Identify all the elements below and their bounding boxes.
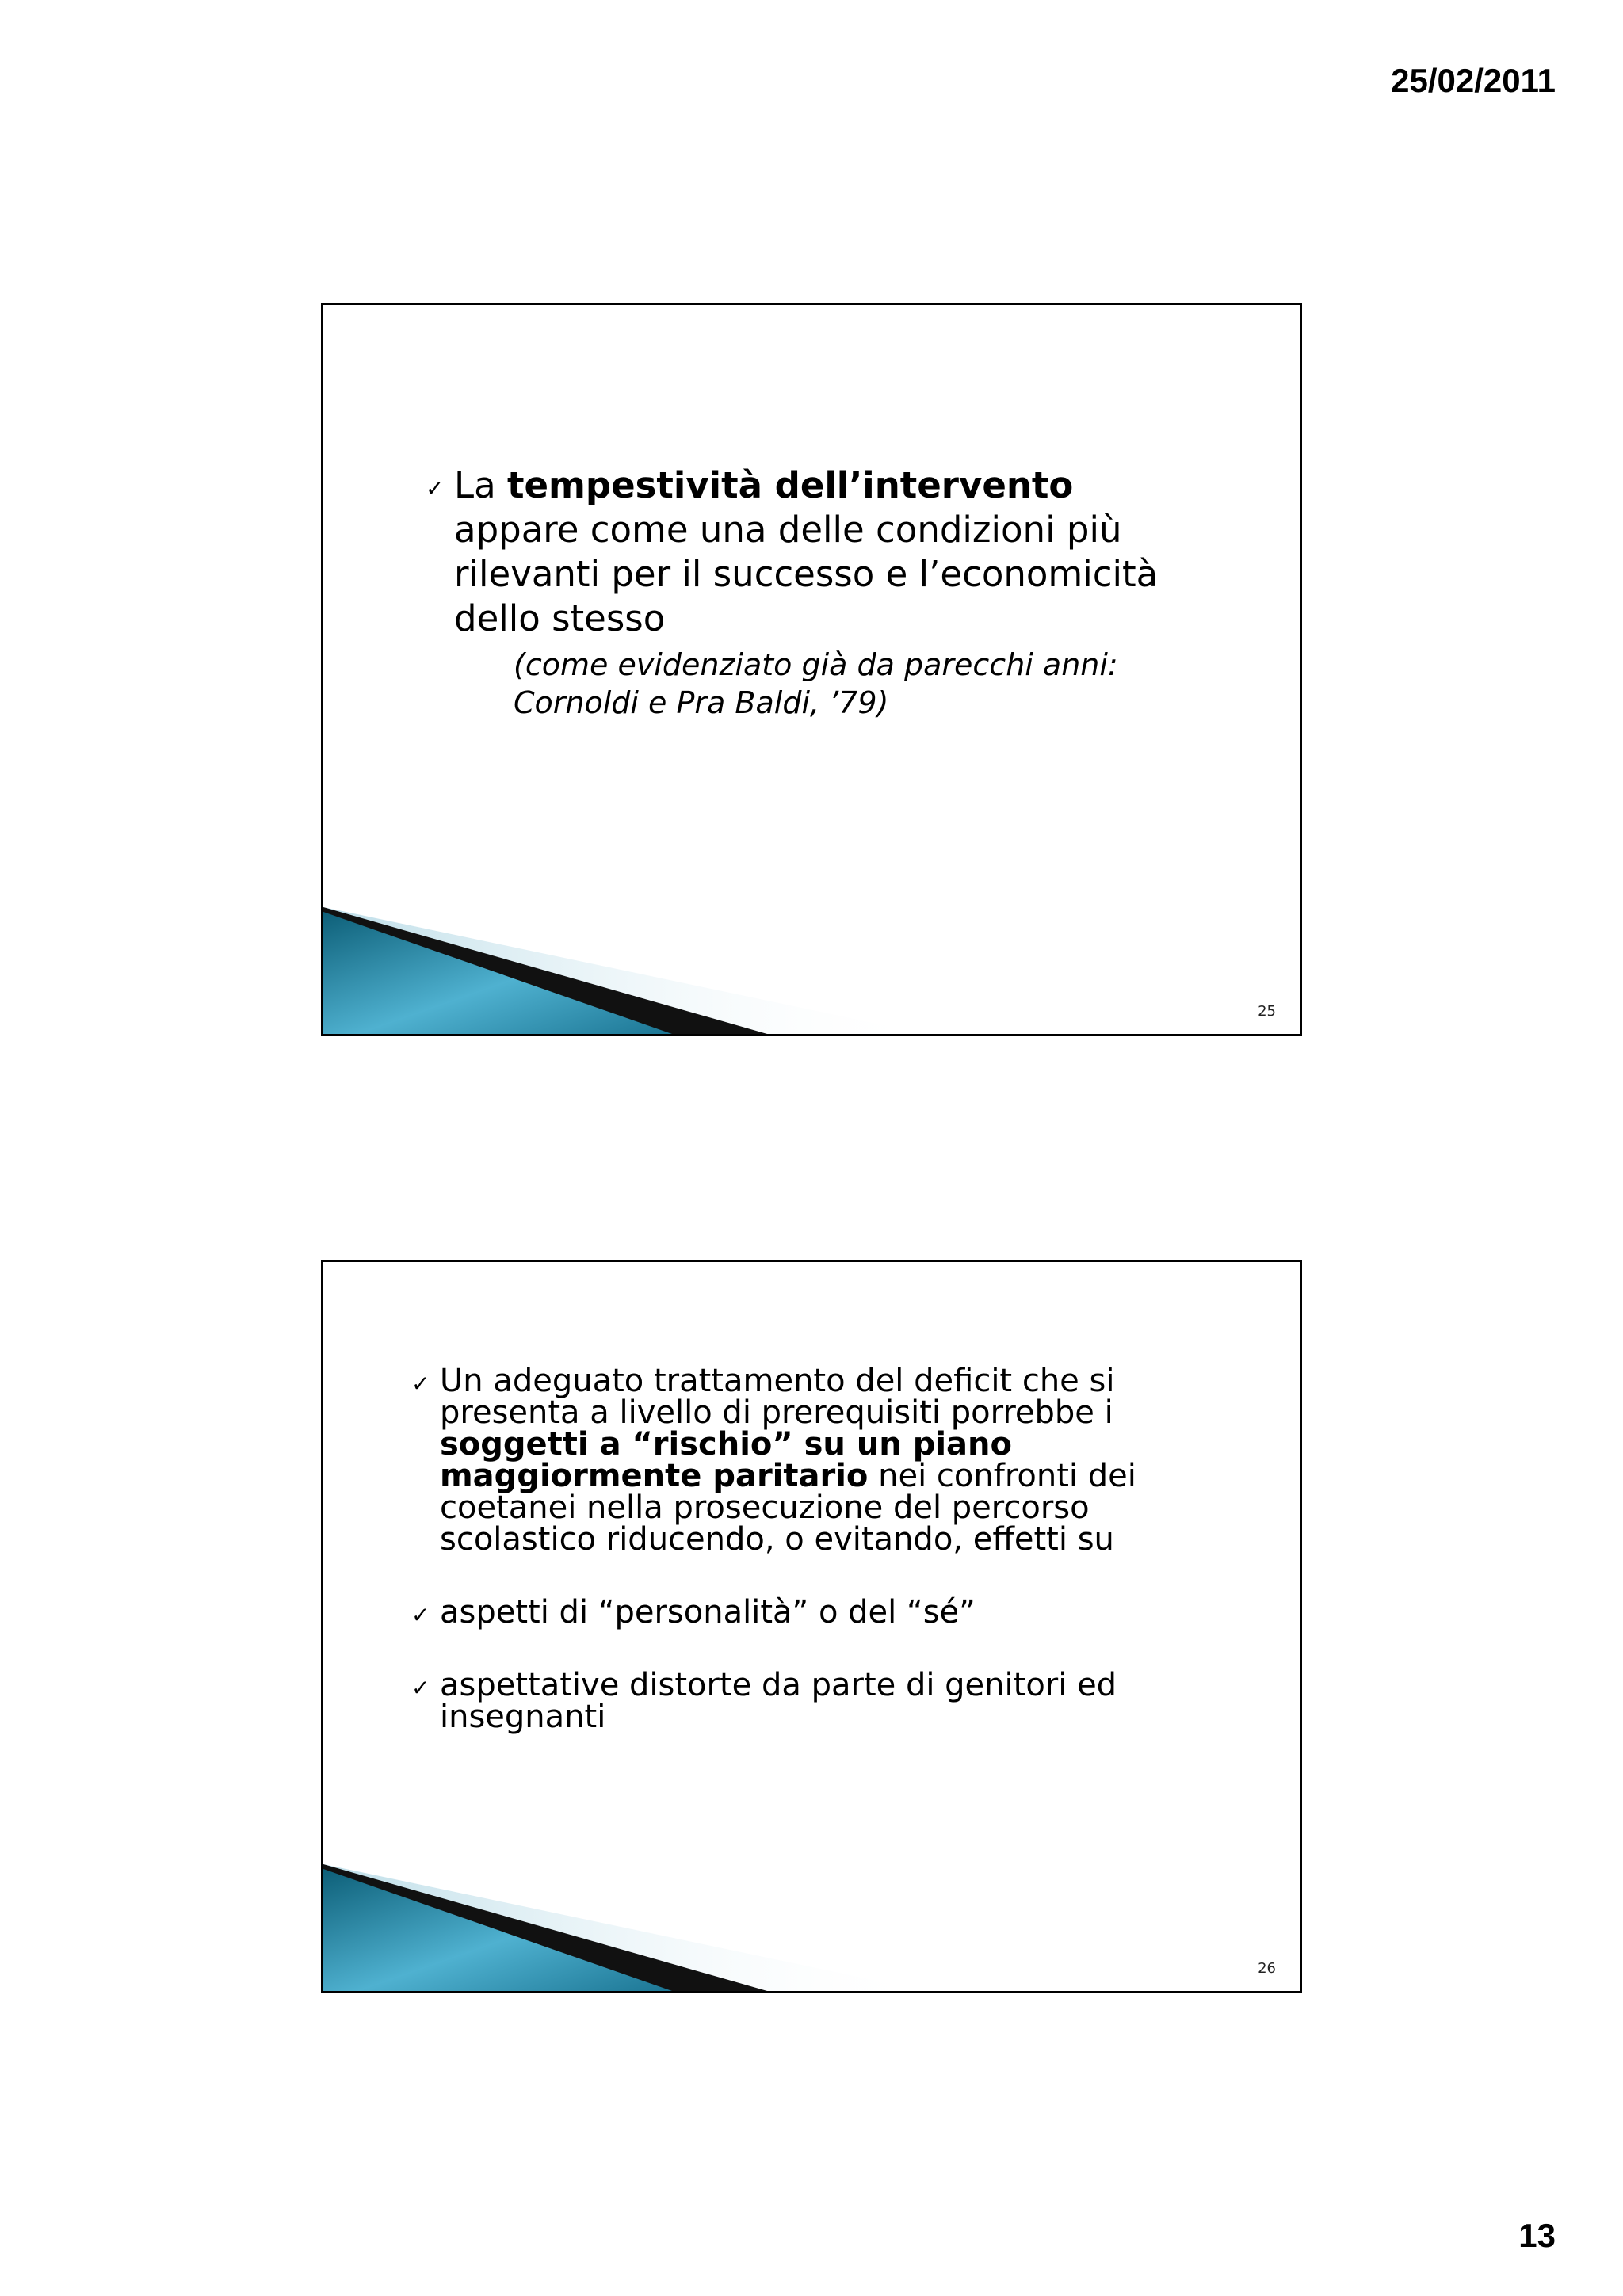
list-item [411,1363,1216,1558]
bullet-text: aspettative distorte da parte di genitori ed insegnanti [440,1667,1117,1735]
bullet-text-pre: La [454,464,507,506]
list-item [426,463,1167,722]
slide-26 [321,1260,1302,1993]
bullet-text-bold: tempestività dell’intervento [506,464,1074,506]
page-date: 25/02/2011 [1391,62,1556,99]
citation: (come evidenziato già da parecchi anni: Cornoldi e Pra Baldi, ’79) [514,647,1118,720]
slide-26-bullets [411,1363,1216,1774]
bullet-text-bold: soggetti a “rischio” su un piano maggiormente paritario [440,1426,1012,1494]
checkmark-icon: ✓ [411,1602,430,1628]
bullet-text-pre: Un adeguato trattamento del deficit che si presenta a livello di prerequisiti porrebbe i [440,1363,1115,1431]
checkmark-icon: ✓ [411,1675,430,1701]
list-item [411,1667,1216,1735]
bullet-text-post: nei confronti dei coetanei nella prosecuzione del percorso scolastico riducendo, o evitando, effetti su [440,1458,1136,1558]
slide-number: 26 [1258,1960,1276,1977]
slide-corner-decoration [323,1864,926,1991]
slide-corner-decoration [323,907,926,1034]
checkmark-icon: ✓ [411,1371,430,1397]
list-item [411,1594,1216,1630]
slide-25 [321,303,1302,1036]
slide-number: 25 [1258,1003,1276,1020]
slide-25-bullets [426,463,1167,722]
checkmark-icon: ✓ [426,475,445,502]
bullet-text-post: appare come una delle condizioni più rilevanti per il successo e l’economicità dello stesso [454,509,1159,639]
page-number: 13 [1518,2217,1556,2254]
bullet-text: aspetti di “personalità” o del “sé” [440,1594,976,1630]
